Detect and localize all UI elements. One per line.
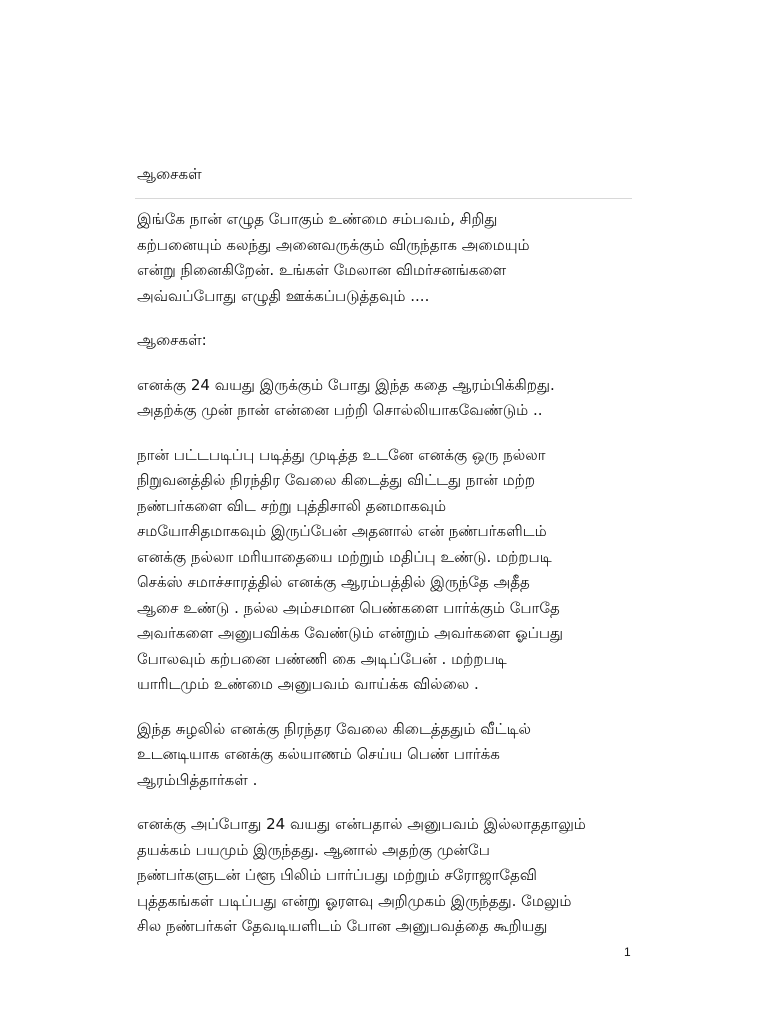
text-line: அதற்க்கு முன் நான் என்னை பற்றி சொல்லியாகவேண்டும் .. (137, 401, 543, 419)
text-line: ஆசைகள்: (137, 331, 207, 349)
title-divider (135, 198, 632, 199)
paragraph-heading (137, 328, 637, 354)
page-number: 1 (624, 945, 631, 959)
text-line: நண்பர்களை விட சற்று புத்திசாலி தனமாகவும் (137, 496, 447, 515)
document-title: ஆசைகள் (137, 165, 202, 183)
text-line: என்று நினைகிறேன். உங்கள் மேலான விமர்சனங்களை (137, 261, 507, 279)
paragraph-intro (137, 207, 637, 309)
text-line: அவ்வப்போது எழுதி ஊக்கப்படுத்தவும் .... (137, 286, 430, 305)
text-line: தயக்கம் பயமும் இருந்தது. ஆனால் அதற்கு முன்பே (137, 840, 490, 859)
text-line: புத்தகங்கள் படிப்பது என்று ஓரளவு அறிமுகம் இருந்தது. மேலும் (137, 891, 572, 910)
text-line: உடனடியாக எனக்கு கல்யாணம் செய்ய பெண் பார்க்க (137, 745, 500, 763)
paragraph-background (137, 443, 637, 698)
paragraph-marriage (137, 717, 637, 794)
paragraph-age (137, 373, 637, 424)
text-line: இங்கே நான் எழுத போகும் உண்மை சம்பவம், சிறிது (137, 210, 498, 228)
text-line: எனக்கு அப்போது 24 வயது என்பதால் அனுபவம் இல்லாததாலும் (137, 815, 586, 833)
text-line: கற்பனையும் கலந்து அனைவருக்கும் விருந்தாக அமையும் (137, 235, 530, 254)
text-line: ஆரம்பித்தார்கள் . (137, 770, 258, 789)
text-line: சில நண்பர்கள் தேவடியளிடம் போன அனுபவத்தை கூறியது (137, 917, 548, 935)
text-line: எனக்கு 24 வயது இருக்கும் போது இந்த கதை ஆரம்பிக்கிறது. (137, 375, 555, 394)
text-line: அவர்களை அனுபவிக்க வேண்டும் என்றும் அவர்களை ஓப்பது (137, 624, 564, 642)
document-body (137, 207, 637, 959)
text-line: இந்த சுழலில் எனக்கு நிரந்தர வேலை கிடைத்ததும் வீட்டில் (137, 719, 531, 738)
text-line: செக்ஸ் சமாச்சாரத்தில் எனக்கு ஆரம்பத்தில் இருந்தே அதீத (137, 573, 530, 591)
text-line: சமயோசிதமாகவும் இருப்பேன் அதனால் என் நண்பர்களிடம் (137, 522, 547, 540)
paragraph-experience (137, 812, 637, 940)
text-line: ஆசை உண்டு . நல்ல அம்சமான பெண்களை பார்க்கும் போதே (137, 598, 560, 617)
text-line: யாரிடமும் உண்மை அனுபவம் வாய்க்க வில்லை . (137, 675, 479, 693)
text-line: எனக்கு நல்லா மரியாதையை மற்றும் மதிப்பு உண்டு. மற்றபடி (137, 547, 552, 566)
text-line: நிறுவனத்தில் நிரந்திர வேலை கிடைத்து விட்டது நான் மற்ற (137, 471, 536, 489)
text-line: நண்பர்களுடன் ப்ளூ பிலிம் பார்ப்பது மற்றும் சரோஜாதேவி (137, 866, 537, 884)
text-line: போலவும் கற்பனை பண்ணி கை அடிப்பேன் . மற்றபடி (137, 649, 507, 668)
text-line: நான் பட்டபடிப்பு படித்து முடித்த உடனே எனக்கு ஒரு நல்லா (137, 445, 546, 464)
